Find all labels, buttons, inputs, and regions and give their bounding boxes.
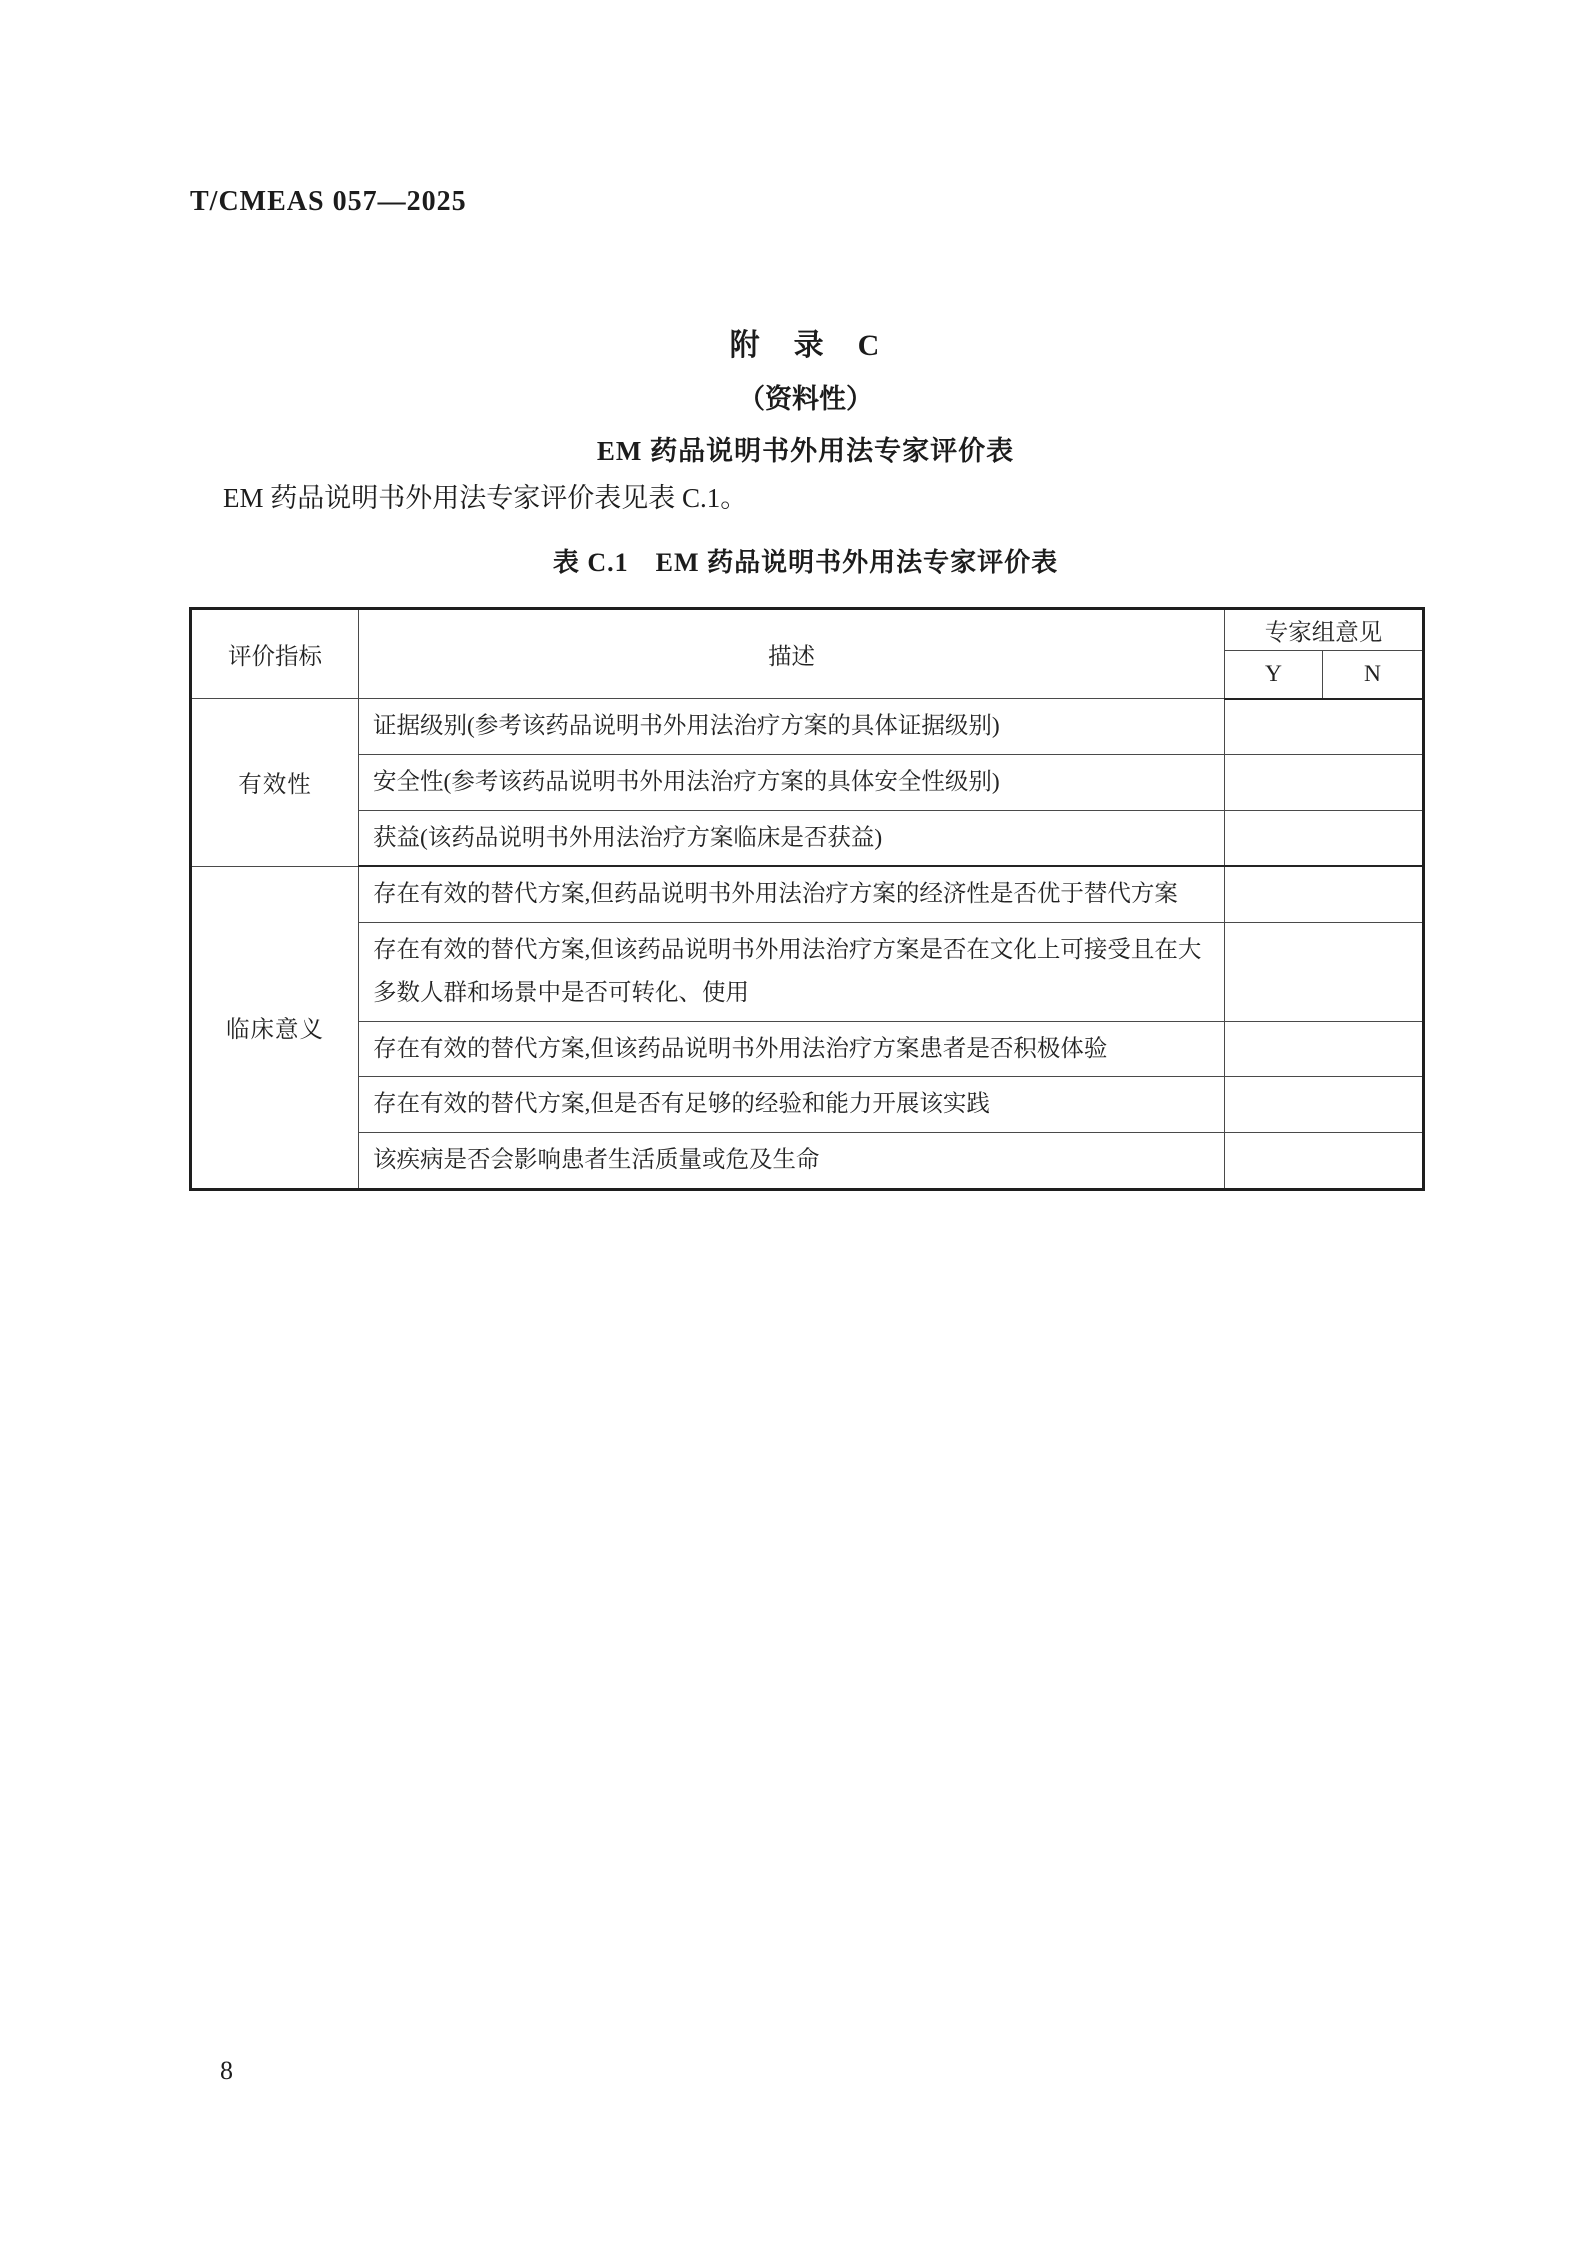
table-row (191, 923, 1424, 1022)
table-row (191, 1021, 1424, 1077)
header-description: 描述 (359, 609, 1225, 699)
table-row (191, 1077, 1424, 1133)
intro-paragraph: EM 药品说明书外用法专家评价表见表 C.1。 (223, 483, 748, 513)
table-row (191, 810, 1424, 866)
description-cell: 该疾病是否会影响患者生活质量或危及生命 (359, 1133, 1225, 1190)
header-yes: Y (1225, 651, 1323, 699)
table-row (191, 1133, 1424, 1190)
opinion-cell (1225, 1021, 1424, 1077)
table-header-row (191, 609, 1424, 651)
opinion-cell (1225, 1133, 1424, 1190)
opinion-cell (1225, 1077, 1424, 1133)
description-cell: 存在有效的替代方案,但是否有足够的经验和能力开展该实践 (359, 1077, 1225, 1133)
standard-code: T/CMEAS 057—2025 (190, 186, 467, 217)
indicator-effectiveness: 有效性 (191, 699, 359, 867)
description-cell: 存在有效的替代方案,但药品说明书外用法治疗方案的经济性是否优于替代方案 (359, 866, 1225, 922)
opinion-cell (1225, 699, 1424, 755)
description-cell: 存在有效的替代方案,但该药品说明书外用法治疗方案是否在文化上可接受且在大多数人群和场景中是否可转化、使用 (359, 923, 1225, 1022)
appendix-name: EM 药品说明书外用法专家评价表 (596, 436, 1015, 466)
description-cell: 存在有效的替代方案,但该药品说明书外用法治疗方案患者是否积极体验 (359, 1021, 1225, 1077)
page-number: 8 (220, 2056, 233, 2085)
table-row (191, 754, 1424, 810)
table-row (191, 866, 1424, 922)
description-cell: 证据级别(参考该药品说明书外用法治疗方案的具体证据级别) (359, 699, 1225, 755)
opinion-cell (1225, 754, 1424, 810)
opinion-cell (1225, 923, 1424, 1022)
opinion-cell (1225, 810, 1424, 866)
table-row (191, 699, 1424, 755)
indicator-clinical-significance: 临床意义 (191, 866, 359, 1189)
description-cell: 安全性(参考该药品说明书外用法治疗方案的具体安全性级别) (359, 754, 1225, 810)
expert-evaluation-table (189, 607, 1425, 1191)
header-opinion-group: 专家组意见 (1225, 609, 1424, 651)
appendix-subtitle: （资料性） (738, 384, 873, 414)
appendix-title: 附 录 C (729, 329, 882, 362)
table-caption: 表 C.1 EM 药品说明书外用法专家评价表 (552, 548, 1059, 577)
description-cell: 获益(该药品说明书外用法治疗方案临床是否获益) (359, 810, 1225, 866)
header-indicator: 评价指标 (191, 609, 359, 699)
opinion-cell (1225, 866, 1424, 922)
header-no: N (1323, 651, 1424, 699)
